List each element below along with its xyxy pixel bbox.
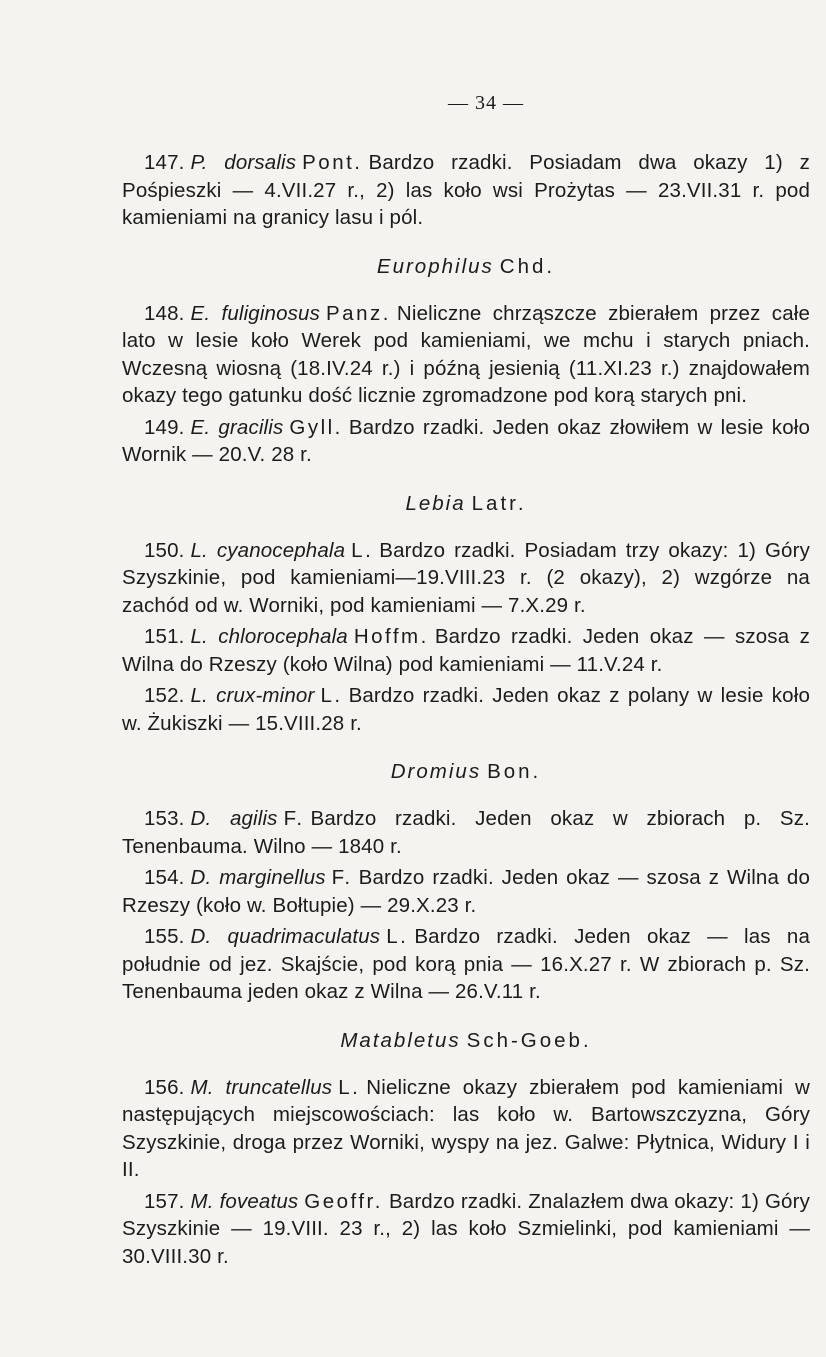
species-name: L. chlorocephala — [190, 625, 348, 648]
genus-heading — [122, 492, 810, 516]
entry-text: Nieliczne okazy zbierałem pod kamieniami w następujących miejscowościach: las koło w. Bartowszczyzna, Góry Szyszkinie, droga przez Worniki, wyspy na jez. Galwe: Płytnica, Widury I i II. — [122, 1075, 810, 1181]
species-name: E. gracilis — [190, 415, 284, 439]
species-name: D. marginellus — [190, 866, 326, 889]
genus-name: Europhilus — [376, 254, 494, 278]
genus-heading — [122, 760, 810, 784]
species-entry — [122, 1074, 810, 1184]
entry-text: Nieliczne chrząszcze zbierałem przez całe lato w lesie koło Werek pod kamieniami, we mchu i starych pniach. Wczesną wiosną (18.IV.24 r.) i późną jesienią (11.XI.23 r.) znajdowałem okazy tego gatunku dość licznie zgromadzone pod korą starych pni. — [122, 301, 810, 407]
species-name: D. quadrimaculatus — [190, 925, 381, 948]
species-author: F. — [331, 866, 353, 889]
entry-number: 154. — [144, 866, 185, 889]
entry-text: Bardzo rzadki. Jeden okaz — szosa z Wilna do Rzeszy (koło w. Bołtupie) — 29.X.23 r. — [122, 866, 810, 917]
species-entry — [122, 414, 810, 469]
species-author: Geoffr. — [304, 1189, 383, 1213]
species-name: M. truncatellus — [190, 1075, 333, 1099]
species-author: Hoffm. — [353, 625, 429, 648]
species-entry — [122, 300, 810, 410]
species-entry — [122, 149, 810, 232]
species-entry — [122, 537, 810, 620]
entry-number: 153. — [144, 807, 185, 830]
genus-heading — [122, 255, 810, 279]
species-author: L. — [351, 538, 374, 562]
species-name: L. crux-minor — [190, 684, 315, 707]
species-entry — [122, 1188, 810, 1271]
species-author: Gyll. — [289, 415, 343, 439]
species-entry — [122, 923, 810, 1006]
entry-number: 156. — [144, 1075, 185, 1099]
genus-author: Latr. — [471, 491, 527, 515]
species-name: P. dorsalis — [190, 151, 297, 174]
species-author: L. — [320, 684, 343, 707]
species-entry — [122, 864, 810, 919]
entry-text: Bardzo rzadki. Jeden okaz z polany w lesie koło w. Żukiszki — 15.VIII.28 r. — [122, 684, 810, 735]
species-entry — [122, 805, 810, 860]
entry-number: 157. — [144, 1189, 185, 1213]
entry-number: 151. — [144, 625, 185, 648]
page-number: — 34 — — [448, 92, 524, 114]
entry-number: 147. — [144, 151, 185, 174]
species-name: D. agilis — [190, 807, 278, 830]
genus-author: Chd. — [499, 254, 556, 278]
entry-number: 149. — [144, 415, 185, 439]
species-entry — [122, 623, 810, 678]
species-author: Pont. — [302, 151, 363, 174]
species-name: L. cyanocephala — [190, 538, 346, 562]
species-author: F. — [283, 807, 305, 830]
entry-text: Bardzo rzadki. Posiadam dwa okazy 1) z Pośpieszki — 4.VII.27 r., 2) las koło wsi Prożytas — 23.VII.31 r. pod kamieniami na granicy lasu i pól. — [122, 151, 810, 229]
entry-number: 148. — [144, 301, 185, 325]
entry-text: Bardzo rzadki. Jeden okaz — las na południe od jez. Skajście, pod korą pnia — 16.X.27 r. W zbiorach p. Sz. Tenenbauma jeden okaz z Wilna — 26.V.11 r. — [122, 925, 810, 1003]
entry-text: Bardzo rzadki. Posiadam trzy okazy: 1) Góry Szyszkinie, pod kamieniami—19.VIII.23 r. (2 okazy), 2) wzgórze na zachód od w. Worniki, pod kamieniami — 7.X.29 r. — [122, 538, 810, 617]
genus-heading — [122, 1029, 810, 1053]
document-body — [122, 149, 810, 1270]
species-author: L. — [338, 1075, 361, 1099]
genus-name: Lebia — [405, 491, 466, 515]
genus-author: Sch-Goeb. — [466, 1028, 592, 1052]
genus-name: Matabletus — [340, 1028, 461, 1052]
species-name: E. fuliginosus — [190, 301, 320, 325]
species-author: Panz. — [326, 301, 391, 325]
entry-number: 155. — [144, 925, 185, 948]
entry-text: Bardzo rzadki. Jeden okaz złowiłem w lesie koło Wornik — 20.V. 28 r. — [122, 415, 810, 466]
entry-text: Bardzo rzadki. Znalazłem dwa okazy: 1) Góry Szyszkinie — 19.VIII. 23 r., 2) las koło Szmielinki, pod kamieniami — 30.VIII.30 r. — [122, 1189, 810, 1268]
species-author: L. — [386, 925, 409, 948]
genus-name: Dromius — [390, 760, 482, 783]
entry-text: Bardzo rzadki. Jeden okaz w zbiorach p. Sz. Tenenbauma. Wilno — 1840 r. — [122, 807, 810, 858]
genus-author: Bon. — [487, 760, 542, 783]
entry-number: 150. — [144, 538, 185, 562]
species-entry — [122, 682, 810, 737]
entry-number: 152. — [144, 684, 185, 707]
species-name: M. foveatus — [190, 1189, 299, 1213]
entry-text: Bardzo rzadki. Jeden okaz — szosa z Wilna do Rzeszy (koło Wilna) pod kamieniami — 11.V.24 r. — [122, 625, 810, 676]
